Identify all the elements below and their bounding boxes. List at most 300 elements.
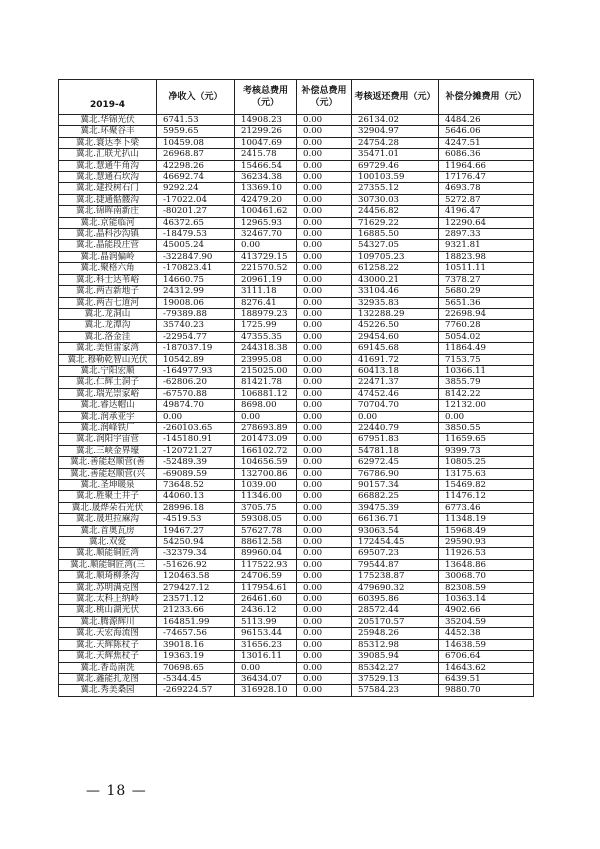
cell-assessment-return: 66136.71 — [352, 514, 439, 525]
table-body — [59, 115, 534, 697]
cell-station-name: 冀北.善能赵顺营(兴 — [59, 468, 157, 479]
cell-compensation-share: 30068.70 — [439, 571, 534, 582]
table-row — [59, 297, 534, 308]
cell-compensation-share: 10366.11 — [439, 365, 534, 376]
header-period: 2019-4 — [59, 80, 157, 115]
cell-station-name: 冀北.善能赵顺营(善 — [59, 457, 157, 468]
cell-assessment-return: 67951.83 — [352, 434, 439, 445]
cell-assessment-return: 33104.46 — [352, 286, 439, 297]
cell-net-income: 19008.06 — [157, 297, 235, 308]
cell-station-name: 冀北.腾源辉川 — [59, 616, 157, 627]
cell-assessment-total: 59308.05 — [235, 514, 297, 525]
cell-assessment-return: 37529.13 — [352, 673, 439, 684]
cell-compensation-share: 7378.27 — [439, 274, 534, 285]
cell-station-name: 冀北.香岛南洗 — [59, 662, 157, 673]
cell-net-income: -170823.41 — [157, 263, 235, 274]
cell-compensation-total: 0.00 — [297, 548, 352, 559]
cell-net-income: -322847.90 — [157, 251, 235, 262]
cell-station-name: 冀北.晟坦拉麻沟 — [59, 514, 157, 525]
cell-compensation-total: 0.00 — [297, 422, 352, 433]
cell-net-income: -5344.45 — [157, 673, 235, 684]
cell-assessment-total: 89960.04 — [235, 548, 297, 559]
cell-compensation-share: 15469.82 — [439, 480, 534, 491]
cell-assessment-return: 85312.98 — [352, 639, 439, 650]
cell-assessment-total: 1039.00 — [235, 480, 297, 491]
cell-assessment-return: 100103.59 — [352, 172, 439, 183]
cell-assessment-total: 13369.10 — [235, 183, 297, 194]
cell-compensation-share: 4452.38 — [439, 628, 534, 639]
cell-compensation-share: 6773.46 — [439, 502, 534, 513]
cell-assessment-total: 1725.99 — [235, 320, 297, 331]
cell-assessment-total: 31656.23 — [235, 639, 297, 650]
cell-assessment-return: 57584.23 — [352, 685, 439, 696]
cell-net-income: 164851.99 — [157, 616, 235, 627]
cell-compensation-share: 10511.11 — [439, 263, 534, 274]
table-row — [59, 274, 534, 285]
cell-assessment-total: 13016.11 — [235, 651, 297, 662]
cell-assessment-total: 36434.07 — [235, 673, 297, 684]
table-row — [59, 662, 534, 673]
cell-assessment-return: 71629.22 — [352, 217, 439, 228]
cell-assessment-total: 104656.59 — [235, 457, 297, 468]
cell-station-name: 冀北.宁阳宏顺 — [59, 365, 157, 376]
cell-compensation-total: 0.00 — [297, 308, 352, 319]
cell-net-income: -52489.39 — [157, 457, 235, 468]
cell-assessment-total: 42479.20 — [235, 194, 297, 205]
cell-compensation-total: 0.00 — [297, 331, 352, 342]
cell-assessment-total: 215025.00 — [235, 365, 297, 376]
cell-assessment-total: 20961.19 — [235, 274, 297, 285]
billing-table — [58, 79, 534, 697]
cell-station-name: 冀北.穆勒乾智山光伏 — [59, 354, 157, 365]
cell-assessment-return: 45226.50 — [352, 320, 439, 331]
cell-net-income: -79389.88 — [157, 308, 235, 319]
cell-compensation-total: 0.00 — [297, 137, 352, 148]
table-row — [59, 445, 534, 456]
cell-net-income: 21233.66 — [157, 605, 235, 616]
cell-station-name: 冀北.三峡金界壕 — [59, 445, 157, 456]
cell-compensation-total: 0.00 — [297, 229, 352, 240]
header-assessment-total: 考核总费用（元） — [235, 80, 297, 115]
table-row — [59, 320, 534, 331]
cell-net-income: 9292.24 — [157, 183, 235, 194]
cell-assessment-total: 106881.12 — [235, 388, 297, 399]
cell-station-name: 冀北.龙潭沟 — [59, 320, 157, 331]
cell-compensation-total: 0.00 — [297, 172, 352, 183]
table-row — [59, 571, 534, 582]
cell-station-name: 冀北.汇联尤扒山 — [59, 149, 157, 160]
cell-assessment-return: 39475.39 — [352, 502, 439, 513]
cell-assessment-return: 30730.03 — [352, 194, 439, 205]
cell-station-name: 冀北.润承亚宇 — [59, 411, 157, 422]
cell-compensation-total: 0.00 — [297, 149, 352, 160]
table-row — [59, 286, 534, 297]
cell-assessment-total: 132700.86 — [235, 468, 297, 479]
cell-assessment-total: 12965.93 — [235, 217, 297, 228]
table-row — [59, 308, 534, 319]
cell-assessment-return: 28572.44 — [352, 605, 439, 616]
billing-table-container — [58, 79, 533, 697]
cell-net-income: 0.00 — [157, 411, 235, 422]
cell-compensation-total: 0.00 — [297, 343, 352, 354]
cell-compensation-total: 0.00 — [297, 286, 352, 297]
cell-station-name: 冀北.两吉七道河 — [59, 297, 157, 308]
cell-assessment-return: 69507.23 — [352, 548, 439, 559]
table-row — [59, 685, 534, 696]
table-row — [59, 582, 534, 593]
cell-station-name: 冀北.龙洞山 — [59, 308, 157, 319]
cell-station-name: 冀北.锦晖南新庄 — [59, 206, 157, 217]
cell-compensation-total: 0.00 — [297, 468, 352, 479]
cell-compensation-share: 0.00 — [439, 411, 534, 422]
table-row — [59, 628, 534, 639]
cell-station-name: 冀北.天宏海流图 — [59, 628, 157, 639]
cell-net-income: 19363.19 — [157, 651, 235, 662]
cell-assessment-return: 60395.86 — [352, 594, 439, 605]
cell-compensation-share: 14643.62 — [439, 662, 534, 673]
cell-net-income: 10459.08 — [157, 137, 235, 148]
table-row — [59, 422, 534, 433]
cell-compensation-total: 0.00 — [297, 594, 352, 605]
cell-net-income: 39018.16 — [157, 639, 235, 650]
cell-net-income: 54250.94 — [157, 537, 235, 548]
cell-assessment-return: 0.00 — [352, 411, 439, 422]
cell-net-income: -67570.88 — [157, 388, 235, 399]
cell-compensation-total: 0.00 — [297, 582, 352, 593]
cell-station-name: 冀北.环聚谷丰 — [59, 126, 157, 137]
cell-station-name: 冀北.首奥瓦房 — [59, 525, 157, 536]
cell-assessment-return: 29454.60 — [352, 331, 439, 342]
table-row — [59, 457, 534, 468]
cell-net-income: 73648.52 — [157, 480, 235, 491]
cell-assessment-return: 76786.90 — [352, 468, 439, 479]
cell-station-name: 冀北.仁辉土洞子 — [59, 377, 157, 388]
table-row — [59, 331, 534, 342]
cell-net-income: 70698.65 — [157, 662, 235, 673]
cell-assessment-return: 35471.01 — [352, 149, 439, 160]
cell-net-income: 46372.65 — [157, 217, 235, 228]
cell-compensation-total: 0.00 — [297, 480, 352, 491]
table-row — [59, 229, 534, 240]
cell-assessment-return: 24754.28 — [352, 137, 439, 148]
cell-net-income: 5959.65 — [157, 126, 235, 137]
cell-compensation-total: 0.00 — [297, 354, 352, 365]
cell-compensation-share: 8142.22 — [439, 388, 534, 399]
cell-net-income: 28996.18 — [157, 502, 235, 513]
cell-assessment-return: 70704.70 — [352, 400, 439, 411]
cell-assessment-return: 66882.25 — [352, 491, 439, 502]
cell-compensation-total: 0.00 — [297, 263, 352, 274]
cell-net-income: -260103.65 — [157, 422, 235, 433]
cell-assessment-return: 54781.18 — [352, 445, 439, 456]
cell-compensation-total: 0.00 — [297, 217, 352, 228]
cell-net-income: -32379.34 — [157, 548, 235, 559]
cell-assessment-return: 132288.29 — [352, 308, 439, 319]
cell-assessment-total: 278693.89 — [235, 422, 297, 433]
cell-net-income: -4519.53 — [157, 514, 235, 525]
cell-assessment-return: 79544.87 — [352, 559, 439, 570]
cell-assessment-total: 57627.78 — [235, 525, 297, 536]
table-row — [59, 149, 534, 160]
cell-station-name: 冀北.顺能铜匠湾(三 — [59, 559, 157, 570]
cell-station-name: 冀北.润阳宇宙营 — [59, 434, 157, 445]
cell-net-income: 45005.24 — [157, 240, 235, 251]
cell-compensation-share: 12132.00 — [439, 400, 534, 411]
cell-compensation-share: 5054.02 — [439, 331, 534, 342]
cell-compensation-share: 10363.14 — [439, 594, 534, 605]
cell-compensation-total: 0.00 — [297, 297, 352, 308]
cell-station-name: 冀北.捷通骷髅沟 — [59, 194, 157, 205]
cell-station-name: 冀北.桃山湖光伏 — [59, 605, 157, 616]
cell-net-income: -269224.57 — [157, 685, 235, 696]
cell-assessment-total: 3111.18 — [235, 286, 297, 297]
cell-assessment-total: 117954.61 — [235, 582, 297, 593]
cell-assessment-return: 25948.26 — [352, 628, 439, 639]
table-row — [59, 548, 534, 559]
cell-station-name: 冀北.秀美桑园 — [59, 685, 157, 696]
cell-compensation-total: 0.00 — [297, 400, 352, 411]
cell-compensation-share: 4247.51 — [439, 137, 534, 148]
cell-net-income: 26968.87 — [157, 149, 235, 160]
cell-assessment-return: 43000.21 — [352, 274, 439, 285]
cell-assessment-total: 81421.78 — [235, 377, 297, 388]
cell-net-income: -69089.59 — [157, 468, 235, 479]
table-row — [59, 217, 534, 228]
cell-station-name: 冀北.顺琦柳条沟 — [59, 571, 157, 582]
cell-assessment-return: 22471.37 — [352, 377, 439, 388]
cell-net-income: -51626.92 — [157, 559, 235, 570]
cell-compensation-share: 11864.49 — [439, 343, 534, 354]
cell-assessment-total: 24706.59 — [235, 571, 297, 582]
table-row — [59, 251, 534, 262]
table-row — [59, 137, 534, 148]
table-row — [59, 673, 534, 684]
table-row — [59, 263, 534, 274]
cell-station-name: 冀北.太科上纳岭 — [59, 594, 157, 605]
cell-assessment-total: 117522.93 — [235, 559, 297, 570]
cell-compensation-share: 6086.36 — [439, 149, 534, 160]
cell-assessment-return: 32904.97 — [352, 126, 439, 137]
cell-compensation-share: 22698.94 — [439, 308, 534, 319]
cell-assessment-total: 316928.10 — [235, 685, 297, 696]
cell-compensation-share: 9880.70 — [439, 685, 534, 696]
table-row — [59, 411, 534, 422]
table-row — [59, 502, 534, 513]
table-row — [59, 343, 534, 354]
table-row — [59, 639, 534, 650]
cell-assessment-total: 188979.23 — [235, 308, 297, 319]
cell-compensation-share: 11476.12 — [439, 491, 534, 502]
cell-assessment-total: 0.00 — [235, 411, 297, 422]
cell-compensation-total: 0.00 — [297, 685, 352, 696]
cell-assessment-return: 47452.46 — [352, 388, 439, 399]
cell-net-income: -18479.53 — [157, 229, 235, 240]
cell-compensation-total: 0.00 — [297, 115, 352, 126]
cell-net-income: -17022.04 — [157, 194, 235, 205]
cell-assessment-return: 69145.68 — [352, 343, 439, 354]
table-row — [59, 434, 534, 445]
cell-station-name: 冀北.晶能段庄营 — [59, 240, 157, 251]
cell-assessment-total: 8698.00 — [235, 400, 297, 411]
cell-compensation-total: 0.00 — [297, 639, 352, 650]
cell-assessment-total: 413729.15 — [235, 251, 297, 262]
cell-net-income: -120721.27 — [157, 445, 235, 456]
cell-station-name: 冀北.天辉焦杖子 — [59, 651, 157, 662]
cell-assessment-return: 41691.72 — [352, 354, 439, 365]
cell-compensation-share: 6706.64 — [439, 651, 534, 662]
cell-assessment-total: 3705.75 — [235, 502, 297, 513]
cell-assessment-return: 32935.83 — [352, 297, 439, 308]
cell-assessment-total: 21299.26 — [235, 126, 297, 137]
cell-assessment-total: 0.00 — [235, 240, 297, 251]
cell-station-name: 冀北.慧通牛角沟 — [59, 160, 157, 171]
cell-station-name: 冀北.两吉新地子 — [59, 286, 157, 297]
cell-assessment-return: 93063.54 — [352, 525, 439, 536]
cell-compensation-total: 0.00 — [297, 320, 352, 331]
cell-assessment-total: 10047.69 — [235, 137, 297, 148]
cell-assessment-return: 479690.32 — [352, 582, 439, 593]
cell-station-name: 冀北.美恒雷家湾 — [59, 343, 157, 354]
cell-assessment-return: 85342.27 — [352, 662, 439, 673]
cell-compensation-share: 5272.87 — [439, 194, 534, 205]
cell-net-income: 23571.12 — [157, 594, 235, 605]
cell-compensation-share: 11964.66 — [439, 160, 534, 171]
cell-net-income: 35740.23 — [157, 320, 235, 331]
cell-station-name: 冀北.寰达李卜梁 — [59, 137, 157, 148]
table-row — [59, 206, 534, 217]
cell-compensation-share: 7153.75 — [439, 354, 534, 365]
cell-compensation-share: 5651.36 — [439, 297, 534, 308]
cell-assessment-return: 90157.34 — [352, 480, 439, 491]
cell-compensation-share: 3850.55 — [439, 422, 534, 433]
cell-compensation-share: 13175.63 — [439, 468, 534, 479]
cell-assessment-total: 0.00 — [235, 662, 297, 673]
cell-assessment-return: 205170.57 — [352, 616, 439, 627]
cell-compensation-total: 0.00 — [297, 559, 352, 570]
table-row — [59, 388, 534, 399]
cell-net-income: 42298.26 — [157, 160, 235, 171]
cell-assessment-return: 175238.87 — [352, 571, 439, 582]
table-row — [59, 468, 534, 479]
header-net-income: 净收入（元） — [157, 80, 235, 115]
cell-compensation-share: 9399.73 — [439, 445, 534, 456]
cell-assessment-total: 88612.58 — [235, 537, 297, 548]
cell-compensation-share: 4902.66 — [439, 605, 534, 616]
cell-net-income: -80201.27 — [157, 206, 235, 217]
cell-assessment-total: 11346.00 — [235, 491, 297, 502]
cell-assessment-total: 221570.52 — [235, 263, 297, 274]
cell-assessment-return: 39085.94 — [352, 651, 439, 662]
cell-compensation-total: 0.00 — [297, 514, 352, 525]
cell-assessment-return: 60413.18 — [352, 365, 439, 376]
cell-station-name: 冀北.胜聚土井子 — [59, 491, 157, 502]
cell-assessment-return: 24456.82 — [352, 206, 439, 217]
cell-assessment-return: 172454.45 — [352, 537, 439, 548]
cell-compensation-share: 11659.65 — [439, 434, 534, 445]
cell-compensation-share: 17176.47 — [439, 172, 534, 183]
cell-station-name: 冀北.洛金洼 — [59, 331, 157, 342]
cell-assessment-total: 2415.78 — [235, 149, 297, 160]
cell-assessment-return: 27355.12 — [352, 183, 439, 194]
cell-compensation-total: 0.00 — [297, 571, 352, 582]
cell-assessment-total: 26461.60 — [235, 594, 297, 605]
cell-assessment-return: 26134.02 — [352, 115, 439, 126]
cell-net-income: 14660.75 — [157, 274, 235, 285]
cell-compensation-share: 82308.59 — [439, 582, 534, 593]
cell-compensation-share: 3855.79 — [439, 377, 534, 388]
cell-compensation-total: 0.00 — [297, 377, 352, 388]
cell-station-name: 冀北.晶润偏岭 — [59, 251, 157, 262]
cell-compensation-total: 0.00 — [297, 673, 352, 684]
cell-assessment-return: 62972.45 — [352, 457, 439, 468]
cell-assessment-total: 32467.70 — [235, 229, 297, 240]
table-row — [59, 160, 534, 171]
cell-assessment-total: 36234.38 — [235, 172, 297, 183]
cell-compensation-total: 0.00 — [297, 160, 352, 171]
cell-compensation-total: 0.00 — [297, 388, 352, 399]
cell-net-income: -145180.91 — [157, 434, 235, 445]
cell-net-income: -22954.77 — [157, 331, 235, 342]
cell-compensation-total: 0.00 — [297, 206, 352, 217]
table-row — [59, 491, 534, 502]
cell-compensation-total: 0.00 — [297, 651, 352, 662]
cell-station-name: 冀北.晟烨朵石光伏 — [59, 502, 157, 513]
cell-assessment-return: 16885.50 — [352, 229, 439, 240]
cell-net-income: 19467.27 — [157, 525, 235, 536]
cell-compensation-total: 0.00 — [297, 491, 352, 502]
cell-compensation-share: 4693.78 — [439, 183, 534, 194]
cell-compensation-share: 12290.64 — [439, 217, 534, 228]
cell-compensation-total: 0.00 — [297, 445, 352, 456]
table-row — [59, 605, 534, 616]
cell-net-income: 44060.13 — [157, 491, 235, 502]
cell-station-name: 冀北.京能临河 — [59, 217, 157, 228]
cell-compensation-total: 0.00 — [297, 537, 352, 548]
cell-station-name: 冀北.鑫能扎龙图 — [59, 673, 157, 684]
cell-assessment-total: 47355.35 — [235, 331, 297, 342]
cell-compensation-total: 0.00 — [297, 605, 352, 616]
table-row — [59, 172, 534, 183]
cell-compensation-share: 18823.98 — [439, 251, 534, 262]
cell-compensation-total: 0.00 — [297, 662, 352, 673]
cell-assessment-total: 100461.62 — [235, 206, 297, 217]
cell-compensation-total: 0.00 — [297, 126, 352, 137]
cell-assessment-return: 69729.46 — [352, 160, 439, 171]
table-row — [59, 537, 534, 548]
cell-compensation-total: 0.00 — [297, 274, 352, 285]
cell-compensation-share: 11348.19 — [439, 514, 534, 525]
cell-net-income: -74657.56 — [157, 628, 235, 639]
header-compensation-share: 补偿分摊费用（元） — [439, 80, 534, 115]
cell-station-name: 冀北.聚格六角 — [59, 263, 157, 274]
cell-assessment-total: 96153.44 — [235, 628, 297, 639]
table-row — [59, 183, 534, 194]
table-row — [59, 559, 534, 570]
cell-assessment-return: 109705.23 — [352, 251, 439, 262]
cell-station-name: 冀北.苏明满克图 — [59, 582, 157, 593]
cell-net-income: 120463.58 — [157, 571, 235, 582]
cell-station-name: 冀北.圣坤暖泉 — [59, 480, 157, 491]
cell-station-name: 冀北.华锦光伏 — [59, 115, 157, 126]
cell-compensation-share: 4196.47 — [439, 206, 534, 217]
cell-compensation-share: 5680.29 — [439, 286, 534, 297]
cell-compensation-share: 4484.26 — [439, 115, 534, 126]
cell-assessment-return: 22440.79 — [352, 422, 439, 433]
cell-compensation-total: 0.00 — [297, 194, 352, 205]
cell-compensation-share: 15968.49 — [439, 525, 534, 536]
table-row — [59, 616, 534, 627]
cell-station-name: 冀北.建投树石门 — [59, 183, 157, 194]
